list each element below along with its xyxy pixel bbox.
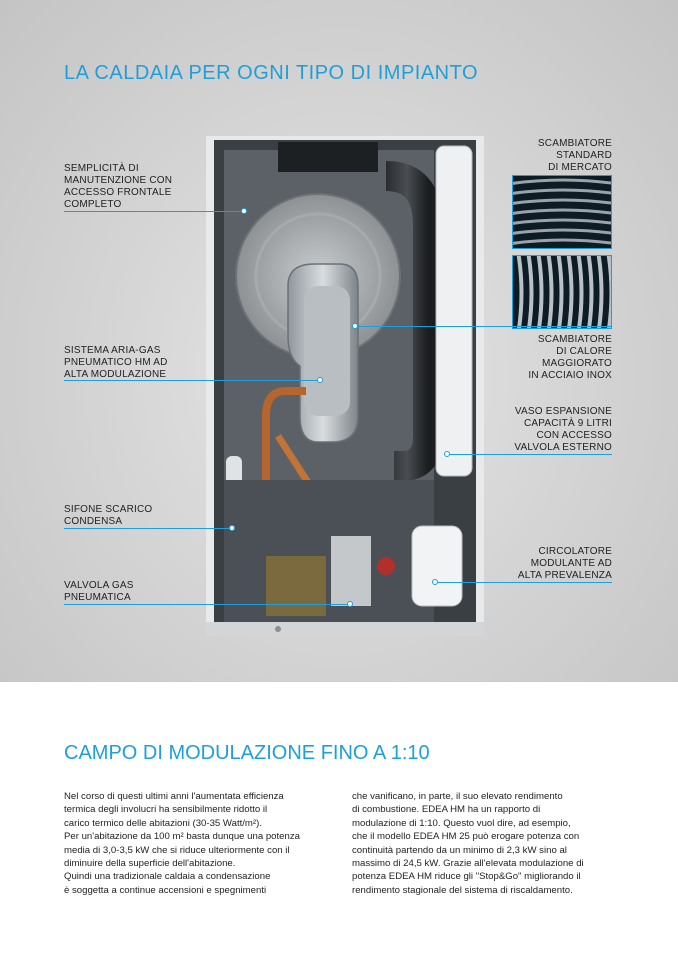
callout-air-gas-system: SISTEMA ARIA-GAS PNEUMATICO HM AD ALTA MODULAZIONE bbox=[64, 345, 168, 380]
boiler-illustration bbox=[206, 136, 484, 636]
leader-line bbox=[436, 582, 612, 583]
leader-line bbox=[64, 604, 350, 605]
leader-line bbox=[64, 528, 232, 529]
callout-stainless-exchanger: SCAMBIATORE DI CALORE MAGGIORATO IN ACCIAIO INOX bbox=[528, 334, 612, 381]
stainless-exchanger-image bbox=[512, 255, 612, 329]
leader-line bbox=[64, 211, 244, 212]
leader-dot bbox=[317, 377, 323, 383]
leader-dot bbox=[229, 525, 235, 531]
callout-circulator: CIRCOLATORE MODULANTE AD ALTA PREVALENZA bbox=[517, 546, 612, 581]
callout-expansion-vessel: VASO ESPANSIONE CAPACITÀ 9 LITRI CON ACCESSO VALVOLA ESTERNO bbox=[514, 406, 612, 453]
leader-line bbox=[356, 326, 612, 327]
text-column-right: che vanificano, in parte, il suo elevato rendimento di combustione. EDEA HM ha un rapporto di modulazione di 1:10. Questo vuol dire, ad esempio, che il modello EDEA HM 25 può erogare potenza con continuità partendo da un minimo di 2,3 kW sino al massimo di 24,5 kW. Grazie all'elevata modulazione di potenza EDEA HM riduce gli "Stop&Go" migliorando il rendimento stagionale del sistema di riscaldamento. bbox=[352, 791, 584, 896]
text-column-left: Nel corso di questi ultimi anni l'aumentata efficienza termica degli involucri ha sensibilmente ridotto il carico termico delle abitazioni (30-35 Watt/m²). Per un'abitazione da 100 m² basta dunque una potenza media di 3,0-3,5 kW che si riduce ulteriormente con il diminuire della superficie dell'abitazione. Quindi una tradizionale caldaia a condensazione è soggetta a continue accensioni e spegnimenti bbox=[64, 791, 300, 896]
callout-standard-exchanger: SCAMBIATORE STANDARD DI MERCATO bbox=[537, 138, 612, 173]
leader-dot bbox=[444, 451, 450, 457]
section-title: CAMPO DI MODULAZIONE FINO A 1:10 bbox=[64, 742, 430, 764]
hero-title: LA CALDAIA PER OGNI TIPO DI IMPIANTO bbox=[64, 62, 479, 84]
standard-exchanger-image bbox=[512, 175, 612, 249]
callout-gas-valve: VALVOLA GAS PNEUMATICA bbox=[64, 580, 134, 603]
callout-condensate-siphon: SIFONE SCARICO CONDENSA bbox=[64, 504, 153, 527]
leader-dot bbox=[432, 579, 438, 585]
callout-maintenance: SEMPLICITÀ DI MANUTENZIONE CON ACCESSO FRONTALE COMPLETO bbox=[64, 163, 173, 210]
leader-dot bbox=[347, 601, 353, 607]
leader-line bbox=[64, 380, 320, 381]
leader-dot bbox=[241, 208, 247, 214]
leader-line bbox=[448, 454, 612, 455]
leader-dot bbox=[352, 323, 358, 329]
